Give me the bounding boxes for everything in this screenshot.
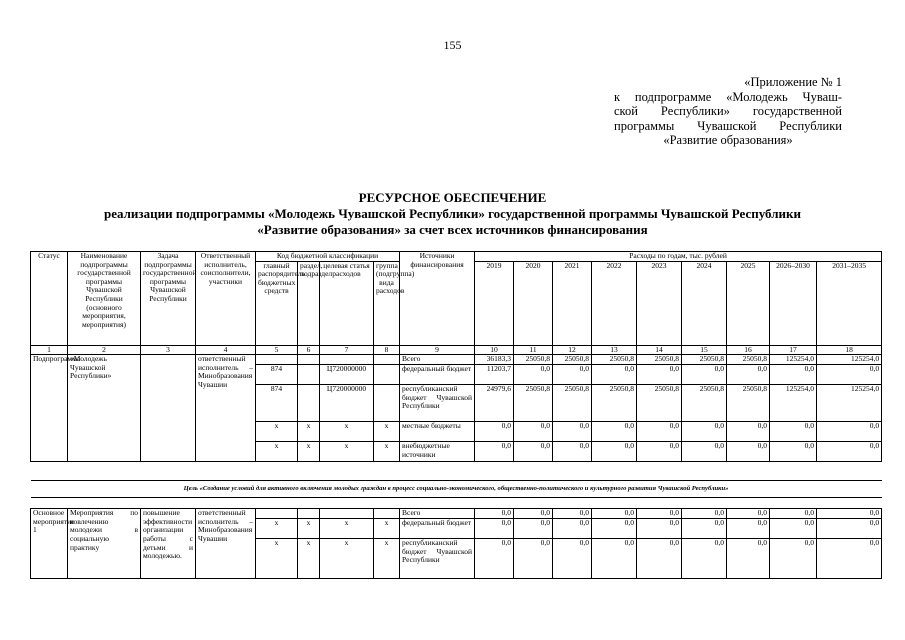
section-cell [298,365,320,385]
value-cell: 0,0 [592,365,637,385]
value-cell: 0,0 [514,422,553,442]
expense-group-cell [374,355,400,365]
col-expense-group-header: группа (подгруппа) вида расходов [374,261,400,345]
value-cell: 25050,8 [514,385,553,422]
value-cell: 0,0 [817,442,882,462]
year-header: 2022 [592,261,637,345]
expense-group-cell [374,385,400,422]
year-header: 2024 [682,261,727,345]
source-cell: федеральный бюджет [400,519,475,539]
spacer-row [31,462,882,481]
expense-group-cell [374,365,400,385]
value-cell: 125254,0 [770,355,817,365]
year-header: 2025 [727,261,770,345]
value-cell: 0,0 [592,539,637,579]
target-item-cell: x [320,519,374,539]
column-number: 9 [400,345,475,355]
value-cell: 25050,8 [592,355,637,365]
section-cell [298,509,320,519]
value-cell: 25050,8 [553,355,592,365]
column-number: 2 [68,345,141,355]
source-cell: республиканский бюджет Чувашской Республики [400,385,475,422]
appendix-line-2: к подпрограмме «Молодежь Чуваш- [614,89,842,104]
section-cell [298,385,320,422]
source-cell: внебюджетные источники [400,442,475,462]
column-number: 11 [514,345,553,355]
value-cell: 0,0 [817,365,882,385]
year-header: 2021 [553,261,592,345]
value-cell: 0,0 [637,365,682,385]
value-cell: 0,0 [637,442,682,462]
value-cell: 0,0 [553,509,592,519]
value-cell: 0,0 [637,422,682,442]
value-cell: 25050,8 [637,385,682,422]
column-number: 13 [592,345,637,355]
value-cell: 0,0 [770,442,817,462]
col-main-manager-header: главный распорядитель бюджетных средств [256,261,298,345]
value-cell: 0,0 [727,509,770,519]
value-cell: 0,0 [817,519,882,539]
value-cell: 25050,8 [727,355,770,365]
value-cell: 0,0 [817,509,882,519]
year-header: 2023 [637,261,682,345]
value-cell: 125254,0 [770,385,817,422]
value-cell: 0,0 [514,519,553,539]
year-header: 2019 [475,261,514,345]
value-cell: 25050,8 [682,385,727,422]
year-header: 2020 [514,261,553,345]
task-cell [141,355,196,462]
year-header: 2026–2030 [770,261,817,345]
col-sources-header: Источники финансирования [400,252,475,346]
column-number: 10 [475,345,514,355]
section-cell: x [298,539,320,579]
value-cell: 25050,8 [592,385,637,422]
value-cell: 0,0 [770,519,817,539]
grbs-cell [256,355,298,365]
value-cell: 0,0 [514,442,553,462]
column-number: 6 [298,345,320,355]
value-cell: 0,0 [727,442,770,462]
target-item-cell [320,355,374,365]
appendix-line-3: ской Республики» государственной [614,104,842,118]
target-item-cell: x [320,442,374,462]
value-cell: 0,0 [727,519,770,539]
expense-group-cell: x [374,422,400,442]
value-cell: 0,0 [770,509,817,519]
value-cell: 0,0 [727,539,770,579]
source-cell: Всего [400,355,475,365]
column-number: 12 [553,345,592,355]
column-number: 17 [770,345,817,355]
column-number: 4 [196,345,256,355]
column-number: 8 [374,345,400,355]
target-item-cell: x [320,422,374,442]
value-cell: 0,0 [514,509,553,519]
goal-row [31,481,882,498]
value-cell: 0,0 [475,519,514,539]
value-cell: 0,0 [770,539,817,579]
target-item-cell: Ц720000000 [320,385,374,422]
column-number: 7 [320,345,374,355]
name-cell: Мероприятия по вовлечению молодежи в социальную практику [68,509,141,579]
heading-title: РЕСУРСНОЕ ОБЕСПЕЧЕНИЕ [358,190,547,205]
value-cell: 36183,3 [475,355,514,365]
value-cell: 24979,6 [475,385,514,422]
value-cell: 0,0 [682,442,727,462]
col-name-header: Наименование подпрограммы государственной программы Чувашской Республики (основного мероприятия, мероприятия) [68,252,141,346]
value-cell: 0,0 [682,365,727,385]
heading-subtitle-2: «Развитие образования» за счет всех источников финансирования [257,222,648,237]
column-number: 16 [727,345,770,355]
source-cell: республиканский бюджет Чувашской Республики [400,539,475,579]
grbs-cell: x [256,442,298,462]
value-cell: 25050,8 [727,385,770,422]
value-cell: 125254,0 [817,355,882,365]
expense-group-cell: x [374,442,400,462]
spacer-cell [31,498,882,509]
value-cell: 0,0 [475,422,514,442]
spacer-cell [31,462,882,481]
value-cell: 0,0 [553,422,592,442]
value-cell: 0,0 [553,519,592,539]
value-cell: 0,0 [770,365,817,385]
section-cell: x [298,442,320,462]
col-target-item-header: целевая статья расходов [320,261,374,345]
grbs-cell: x [256,519,298,539]
value-cell: 0,0 [817,539,882,579]
value-cell: 0,0 [514,539,553,579]
responsible-cell: ответственный исполнитель – Минобразования Чувашии [196,509,256,579]
status-cell: Основное мероприятие 1 [31,509,68,579]
document-heading [0,190,905,238]
grbs-cell: x [256,422,298,442]
source-cell: Всего [400,509,475,519]
status-cell: Подпрограмма [31,355,68,462]
section-cell: x [298,422,320,442]
column-number: 14 [637,345,682,355]
table-row [31,355,882,365]
value-cell: 0,0 [553,442,592,462]
value-cell: 0,0 [637,519,682,539]
value-cell: 0,0 [475,442,514,462]
column-number: 15 [682,345,727,355]
value-cell: 0,0 [817,422,882,442]
page-number: 155 [443,38,462,52]
value-cell: 0,0 [682,509,727,519]
value-cell: 0,0 [727,422,770,442]
table-row [31,509,882,519]
value-cell: 0,0 [475,509,514,519]
target-item-cell: x [320,539,374,579]
value-cell: 0,0 [592,442,637,462]
value-cell: 0,0 [553,539,592,579]
task-cell: повышение эффективности организации работы с детьми и молодежью. [141,509,196,579]
col-task-header: Задача подпрограммы государственной программы Чувашской Республики [141,252,196,346]
grbs-cell [256,509,298,519]
section-cell: x [298,519,320,539]
appendix-line-4: программы Чувашской Республики [614,118,842,133]
col-status-header: Статус [31,252,68,346]
name-cell: «Молодежь Чувашской Республики» [68,355,141,462]
value-cell: 0,0 [514,365,553,385]
grbs-cell: 874 [256,385,298,422]
col-section-header: раздел, подраздел [298,261,320,345]
column-number: 5 [256,345,298,355]
value-cell: 25050,8 [637,355,682,365]
resource-table [30,251,882,579]
col-responsible-header: Ответственный исполнитель, соисполнители, участники [196,252,256,346]
col-budget-code-header: Код бюджетной классификации [256,252,400,262]
value-cell: 0,0 [727,365,770,385]
heading-subtitle-1: реализации подпрограммы «Молодежь Чувашской Республики» государственной программы Чувашской Республики [104,206,801,221]
appendix-note [614,75,842,148]
appendix-line-5: «Развитие образования» [663,133,793,147]
col-expenses-header: Расходы по годам, тыс. рублей [475,252,882,262]
value-cell: 0,0 [637,509,682,519]
appendix-line-1: «Приложение № 1 [744,75,842,89]
year-header: 2031–2035 [817,261,882,345]
value-cell: 0,0 [682,422,727,442]
section-cell [298,355,320,365]
value-cell: 0,0 [592,422,637,442]
value-cell: 0,0 [475,539,514,579]
value-cell: 25050,8 [682,355,727,365]
target-item-cell: Ц720000000 [320,365,374,385]
column-number: 3 [141,345,196,355]
value-cell: 25050,8 [514,355,553,365]
source-cell: федеральный бюджет [400,365,475,385]
value-cell: 0,0 [553,365,592,385]
value-cell: 0,0 [592,509,637,519]
value-cell: 0,0 [637,539,682,579]
value-cell: 0,0 [592,519,637,539]
header-row-1 [31,252,882,262]
expense-group-cell [374,509,400,519]
expense-group-cell: x [374,539,400,579]
column-number: 18 [817,345,882,355]
value-cell: 25050,8 [553,385,592,422]
grbs-cell: 874 [256,365,298,385]
value-cell: 0,0 [682,519,727,539]
expense-group-cell: x [374,519,400,539]
value-cell: 0,0 [770,422,817,442]
value-cell: 11203,7 [475,365,514,385]
goal-text: Цель «Создание условий для активного включения молодых граждан в процесс социально-экономического, общественно-политического и культурного развития Чувашской Республики» [31,481,882,498]
column-number: 1 [31,345,68,355]
source-cell: местные бюджеты [400,422,475,442]
value-cell: 0,0 [682,539,727,579]
value-cell: 125254,0 [817,385,882,422]
spacer-row [31,498,882,509]
responsible-cell: ответственный исполнитель – Минобразования Чувашии [196,355,256,462]
target-item-cell [320,509,374,519]
grbs-cell: x [256,539,298,579]
